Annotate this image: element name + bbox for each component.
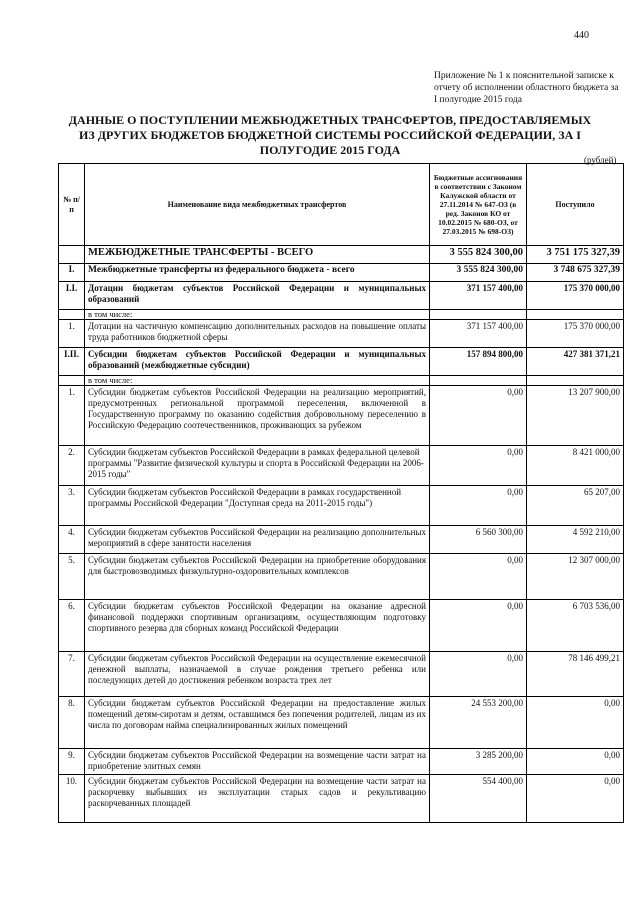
row-num: 10.	[59, 775, 85, 823]
row-name: Субсидии бюджетам субъектов Российской Федерации на оказание адресной финансовой поддержки спортивным организациям, осуществляющим подготовку спортивного резерва для сборных команд Российской Федерации	[85, 600, 430, 652]
row-num: 8.	[59, 697, 85, 749]
row-num: 6.	[59, 600, 85, 652]
row-num: I.	[59, 264, 85, 282]
row-budget: 0,00	[430, 652, 527, 697]
transfers-table	[58, 163, 624, 823]
row-name: Субсидии бюджетам субъектов Российской Федерации на возмещение части затрат на приобретение элитных семян	[85, 749, 430, 775]
table-row	[59, 486, 624, 526]
header-num: № п/п	[59, 164, 85, 246]
row-received: 427 381 371,21	[527, 348, 624, 376]
row-budget: 0,00	[430, 386, 527, 446]
row-budget: 24 553 200,00	[430, 697, 527, 749]
table-row	[59, 446, 624, 486]
row-received: 8 421 000,00	[527, 446, 624, 486]
row-num: 2.	[59, 446, 85, 486]
row-name: Субсидии бюджетам субъектов Российской Федерации на реализацию мероприятий, предусмотренных региональной программой переселения, включенной в Государственную программу по оказанию содействия добровольному переселению в Российскую Федерацию соотечественников, проживающих за рубежом	[85, 386, 430, 446]
table-row-including	[59, 310, 624, 320]
row-name: Субсидии бюджетам субъектов Российской Федерации на предоставление жилых помещений детям-сиротам и детям, оставшимся без попечения родителей, лицам из их числа по договорам найма специализированных жилых помещений	[85, 697, 430, 749]
row-budget: 554 400,00	[430, 775, 527, 823]
row-received: 0,00	[527, 697, 624, 749]
row-budget: 0,00	[430, 554, 527, 600]
header-received: Поступило	[527, 164, 624, 246]
row-name: Межбюджетные трансферты из федерального бюджета - всего	[85, 264, 430, 282]
row-name: Дотации на частичную компенсацию дополнительных расходов на повышение оплаты труда работников бюджетной сферы	[85, 320, 430, 348]
table-row	[59, 697, 624, 749]
table-header-row	[59, 164, 624, 246]
row-received: 65 207,00	[527, 486, 624, 526]
row-name: Субсидии бюджетам субъектов Российской Федерации в рамках государственной программы Российской Федерации "Доступная среда на 2011-2015 годы")	[85, 486, 430, 526]
row-received: 0,00	[527, 775, 624, 823]
table-row	[59, 775, 624, 823]
table-row	[59, 749, 624, 775]
row-name: в том числе:	[85, 376, 430, 386]
row-received: 6 703 536,00	[527, 600, 624, 652]
row-received: 3 751 175 327,39	[527, 246, 624, 264]
row-received: 12 307 000,00	[527, 554, 624, 600]
header-name: Наименование вида межбюджетных трансфертов	[85, 164, 430, 246]
row-received: 175 370 000,00	[527, 282, 624, 310]
row-received: 175 370 000,00	[527, 320, 624, 348]
row-name: Субсидии бюджетам субъектов Российской Федерации на реализацию дополнительных мероприятий в сфере занятости населения	[85, 526, 430, 554]
row-received: 4 592 210,00	[527, 526, 624, 554]
document-title: ДАННЫЕ О ПОСТУПЛЕНИИ МЕЖБЮДЖЕТНЫХ ТРАНСФЕРТОВ, ПРЕДОСТАВЛЯЕМЫХ ИЗ ДРУГИХ БЮДЖЕТОВ БЮДЖЕТНОЙ СИСТЕМЫ РОССИЙСКОЙ ФЕДЕРАЦИИ, ЗА I ПОЛУГОДИЕ 2015 ГОДА	[68, 113, 592, 157]
page-number: 440	[574, 30, 589, 41]
row-received: 3 748 675 327,39	[527, 264, 624, 282]
row-received: 13 207 900,00	[527, 386, 624, 446]
units-label: (рублей)	[584, 155, 617, 165]
row-received: 78 146 499,21	[527, 652, 624, 697]
table-row-total	[59, 246, 624, 264]
row-num	[59, 246, 85, 264]
row-num: 9.	[59, 749, 85, 775]
table-row	[59, 386, 624, 446]
row-name: Дотации бюджетам субъектов Российской Федерации и муниципальных образований	[85, 282, 430, 310]
table-row-including	[59, 376, 624, 386]
row-budget: 3 555 824 300,00	[430, 246, 527, 264]
row-num: I.I.	[59, 282, 85, 310]
row-num: 7.	[59, 652, 85, 697]
row-budget: 6 560 300,00	[430, 526, 527, 554]
row-budget: 3 555 824 300,00	[430, 264, 527, 282]
row-num: 1.	[59, 386, 85, 446]
row-name: Субсидии бюджетам субъектов Российской Федерации на приобретение оборудования для быстровозводимых физкультурно-оздоровительных комплексов	[85, 554, 430, 600]
row-budget: 0,00	[430, 486, 527, 526]
row-num: 3.	[59, 486, 85, 526]
row-budget: 157 894 800,00	[430, 348, 527, 376]
table-row	[59, 554, 624, 600]
header-budget: Бюджетные ассигнования в соответствии с Законом Калужской области от 27.11.2014 № 647-ОЗ (в ред. Законов КО от 10.02.2015 № 680-ОЗ, от 27.03.2015 № 698-ОЗ)	[430, 164, 527, 246]
row-num: I.II.	[59, 348, 85, 376]
row-name: МЕЖБЮДЖЕТНЫЕ ТРАНСФЕРТЫ - ВСЕГО	[85, 246, 430, 264]
row-budget: 371 157 400,00	[430, 320, 527, 348]
table-row	[59, 600, 624, 652]
table-row	[59, 320, 624, 348]
row-num: 5.	[59, 554, 85, 600]
row-name: Субсидии бюджетам субъектов Российской Федерации на осуществление ежемесячной денежной выплаты, назначаемой в случае рождения третьего ребенка или последующих детей до достижения ребенком возраста трех лет	[85, 652, 430, 697]
appendix-note: Приложение № 1 к пояснительной записке к отчету об исполнении областного бюджета за I полугодие 2015 года	[434, 71, 619, 105]
row-num: 4.	[59, 526, 85, 554]
row-name: Субсидии бюджетам субъектов Российской Федерации на возмещение части затрат на раскорчевку выбывших из эксплуатации старых садов и рекультивацию раскорчеванных площадей	[85, 775, 430, 823]
row-name: Субсидии бюджетам субъектов Российской Федерации и муниципальных образований (межбюджетные субсидии)	[85, 348, 430, 376]
row-name: в том числе:	[85, 310, 430, 320]
row-name: Субсидии бюджетам субъектов Российской Федерации в рамках федеральной целевой программы "Развитие физической культуры и спорта в Российской Федерации на 2006-2015 годы"	[85, 446, 430, 486]
table-row	[59, 652, 624, 697]
row-num: 1.	[59, 320, 85, 348]
row-budget: 0,00	[430, 446, 527, 486]
table-row	[59, 526, 624, 554]
table-row	[59, 348, 624, 376]
row-budget: 371 157 400,00	[430, 282, 527, 310]
row-budget: 0,00	[430, 600, 527, 652]
table-row	[59, 264, 624, 282]
row-received: 0,00	[527, 749, 624, 775]
row-budget: 3 285 200,00	[430, 749, 527, 775]
table-row	[59, 282, 624, 310]
